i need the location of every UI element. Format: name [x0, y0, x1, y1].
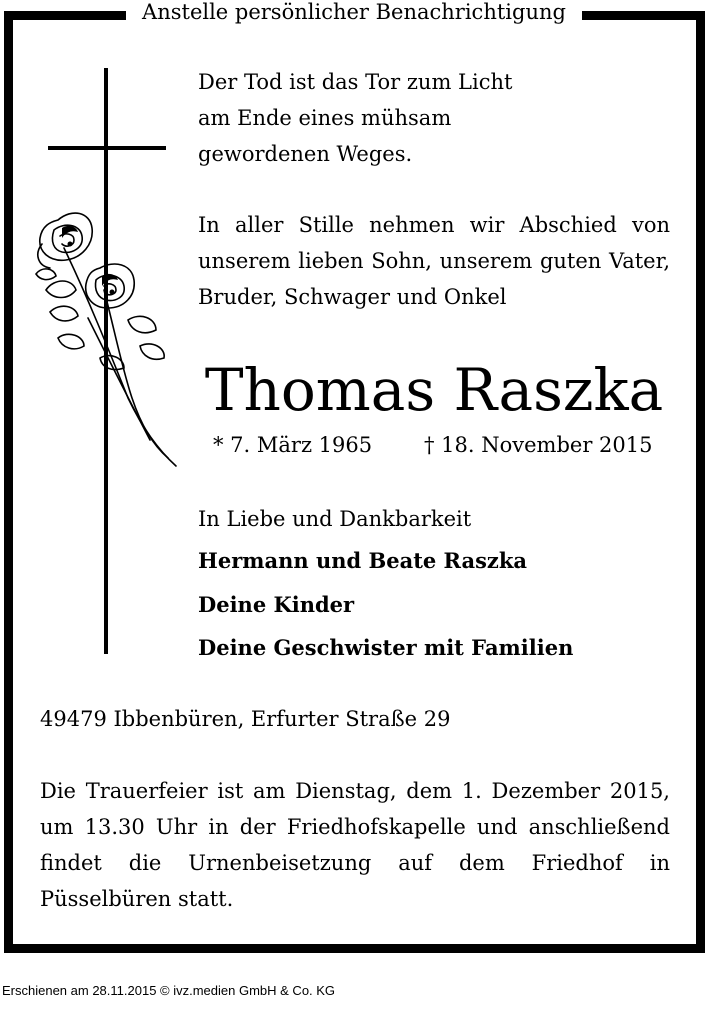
notice-header: Anstelle persönlicher Benachrichtigung [126, 0, 582, 24]
motto-line: am Ende eines mühsam [198, 106, 452, 130]
address-line: 49479 Ibbenbüren, Erfurter Straße 29 [40, 707, 451, 731]
intro-line: Bruder, Schwager und Onkel [198, 285, 507, 309]
intro-line: unserem lieben Sohn, unserem guten Vater, [198, 249, 670, 273]
deceased-name: Thomas Raszka [204, 356, 664, 424]
birth-date: * 7. März 1965 [213, 433, 373, 457]
mourner-name: Hermann und Beate Raszka [198, 548, 528, 573]
motto-line: gewordenen Weges. [198, 142, 413, 166]
roses-icon [28, 208, 180, 470]
address [40, 701, 450, 737]
funeral-line: um 13.30 Uhr in der Friedhofskapelle und anschließend [40, 815, 670, 839]
funeral-line: Püsselbüren statt. [40, 887, 234, 911]
funeral-block [40, 773, 670, 917]
intro-line: In aller Stille nehmen wir Abschied von [198, 213, 670, 237]
motto-line: Der Tod ist das Tor zum Licht [198, 70, 513, 94]
mourners-intro: In Liebe und Dankbarkeit [198, 507, 472, 531]
intro-block [198, 207, 670, 315]
mourner-name: Deine Geschwister mit Familien [198, 635, 574, 660]
death-date: † 18. November 2015 [424, 433, 653, 457]
funeral-line: Die Trauerfeier ist am Dienstag, dem 1. Dezember 2015, [40, 779, 670, 803]
funeral-line: findet die Urnenbeisetzung auf dem Friedhof in [40, 851, 670, 875]
motto-block [198, 64, 512, 172]
publication-footer: Erschienen am 28.11.2015 © ivz.medien GmbH & Co. KG [2, 983, 336, 998]
cross-bar [48, 146, 166, 150]
mourner-name: Deine Kinder [198, 592, 355, 617]
